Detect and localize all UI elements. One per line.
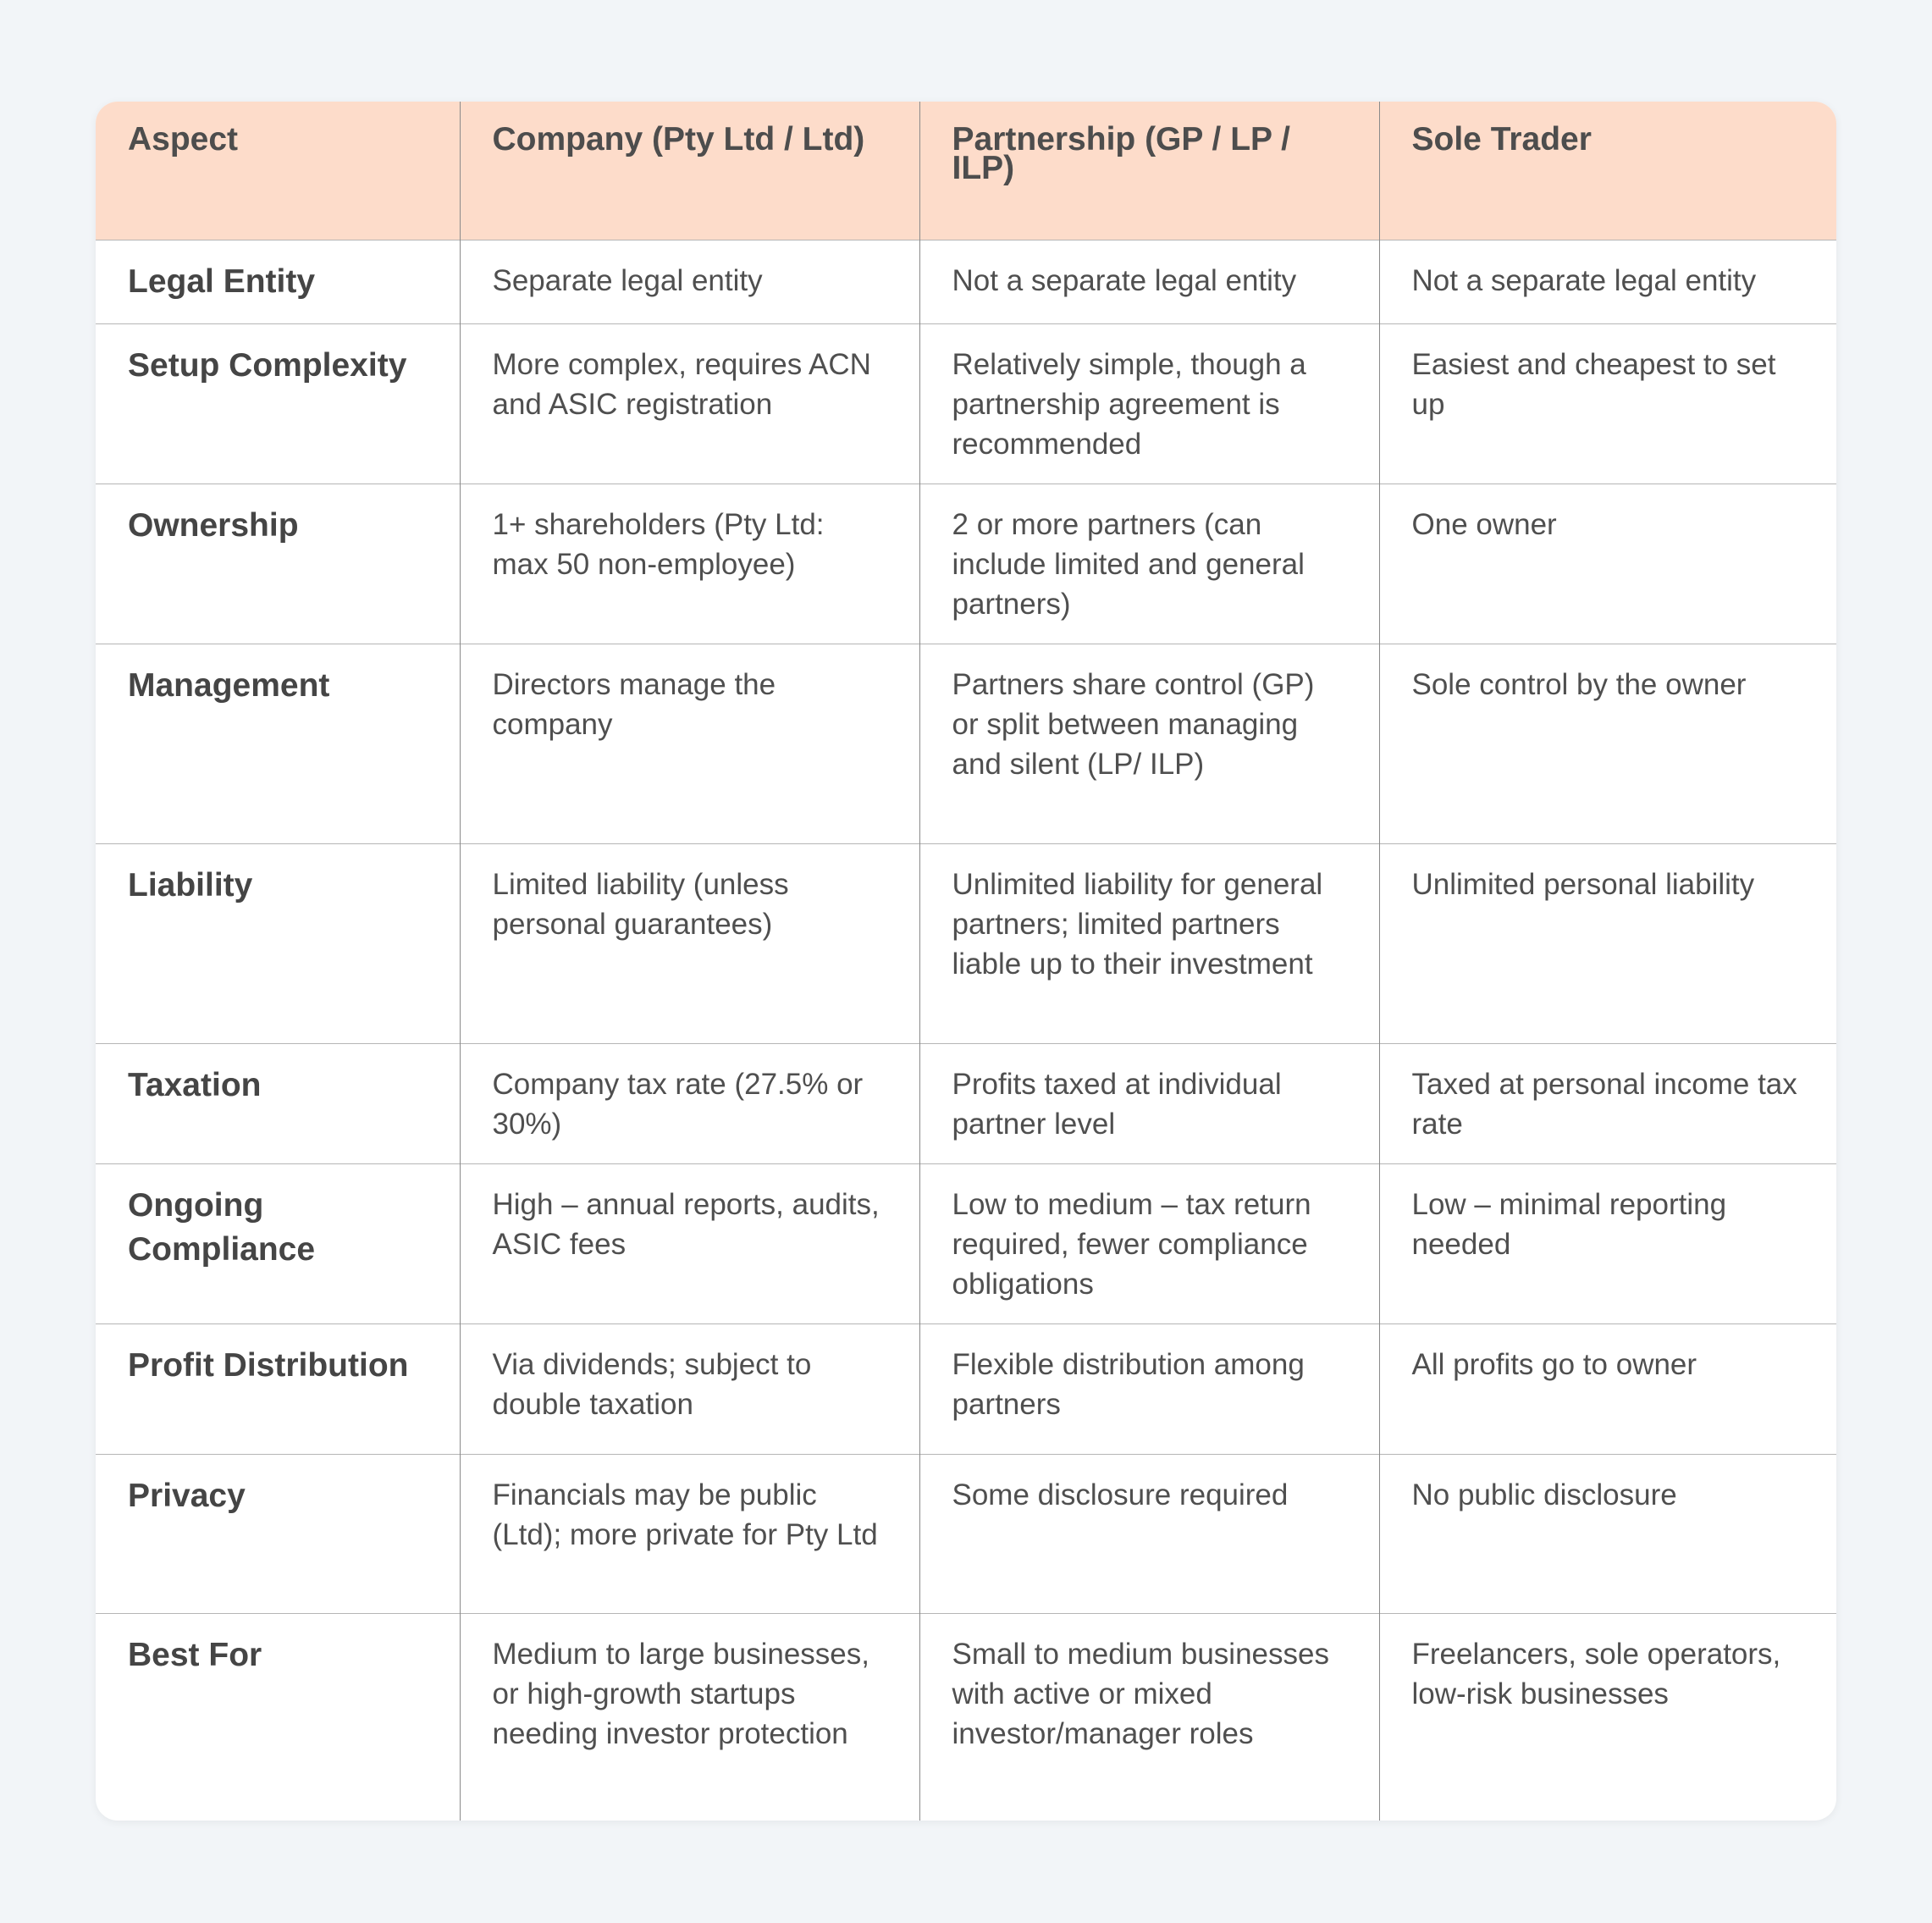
sole-trader-cell: One owner: [1379, 484, 1836, 644]
row-aspect-cell: Setup Complexity: [96, 324, 460, 484]
table-row: [96, 240, 1836, 324]
table-row: [96, 1455, 1836, 1614]
partnership-cell: Low to medium – tax return required, fewer compliance obligations: [919, 1164, 1379, 1324]
table-row: [96, 484, 1836, 644]
table-row: [96, 1614, 1836, 1821]
company-cell: High – annual reports, audits, ASIC fees: [460, 1164, 919, 1324]
company-cell: Medium to large businesses, or high-growth startups needing investor protection: [460, 1614, 919, 1821]
company-cell: Via dividends; subject to double taxation: [460, 1324, 919, 1455]
partnership-cell: Not a separate legal entity: [919, 240, 1379, 324]
sole-trader-cell: Unlimited personal liability: [1379, 844, 1836, 1044]
sole-trader-cell: All profits go to owner: [1379, 1324, 1836, 1455]
table-row: [96, 844, 1836, 1044]
partnership-cell: Relatively simple, though a partnership agreement is recommended: [919, 324, 1379, 484]
comparison-table-card: [96, 102, 1836, 1821]
partnership-cell: Profits taxed at individual partner level: [919, 1044, 1379, 1164]
column-header-partnership: Partnership (GP / LP / ILP): [919, 102, 1379, 240]
company-cell: 1+ shareholders (Pty Ltd: max 50 non-employee): [460, 484, 919, 644]
company-cell: More complex, requires ACN and ASIC registration: [460, 324, 919, 484]
company-cell: Directors manage the company: [460, 644, 919, 844]
business-structure-comparison-table: [96, 102, 1836, 1821]
row-aspect-cell: Ownership: [96, 484, 460, 644]
table-row: [96, 1164, 1836, 1324]
row-aspect-cell: Profit Distribution: [96, 1324, 460, 1455]
company-cell: Company tax rate (27.5% or 30%): [460, 1044, 919, 1164]
row-aspect-cell: Legal Entity: [96, 240, 460, 324]
table-row: [96, 1324, 1836, 1455]
sole-trader-cell: Sole control by the owner: [1379, 644, 1836, 844]
partnership-cell: Small to medium businesses with active or mixed investor/manager roles: [919, 1614, 1379, 1821]
sole-trader-cell: No public disclosure: [1379, 1455, 1836, 1614]
row-aspect-cell: Best For: [96, 1614, 460, 1821]
partnership-cell: Some disclosure required: [919, 1455, 1379, 1614]
sole-trader-cell: Freelancers, sole operators, low-risk businesses: [1379, 1614, 1836, 1821]
table-row: [96, 1044, 1836, 1164]
partnership-cell: 2 or more partners (can include limited and general partners): [919, 484, 1379, 644]
company-cell: Financials may be public (Ltd); more private for Pty Ltd: [460, 1455, 919, 1614]
sole-trader-cell: Low – minimal reporting needed: [1379, 1164, 1836, 1324]
sole-trader-cell: Not a separate legal entity: [1379, 240, 1836, 324]
partnership-cell: Partners share control (GP) or split between managing and silent (LP/ ILP): [919, 644, 1379, 844]
table-header-row: [96, 102, 1836, 240]
column-header-aspect: Aspect: [96, 102, 460, 240]
row-aspect-cell: Liability: [96, 844, 460, 1044]
table-row: [96, 324, 1836, 484]
table-row: [96, 644, 1836, 844]
column-header-company: Company (Pty Ltd / Ltd): [460, 102, 919, 240]
partnership-cell: Flexible distribution among partners: [919, 1324, 1379, 1455]
row-aspect-cell: Ongoing Compliance: [96, 1164, 460, 1324]
row-aspect-cell: Management: [96, 644, 460, 844]
row-aspect-cell: Taxation: [96, 1044, 460, 1164]
partnership-cell: Unlimited liability for general partners; limited partners liable up to their investment: [919, 844, 1379, 1044]
company-cell: Separate legal entity: [460, 240, 919, 324]
column-header-sole-trader: Sole Trader: [1379, 102, 1836, 240]
company-cell: Limited liability (unless personal guarantees): [460, 844, 919, 1044]
row-aspect-cell: Privacy: [96, 1455, 460, 1614]
sole-trader-cell: Easiest and cheapest to set up: [1379, 324, 1836, 484]
sole-trader-cell: Taxed at personal income tax rate: [1379, 1044, 1836, 1164]
